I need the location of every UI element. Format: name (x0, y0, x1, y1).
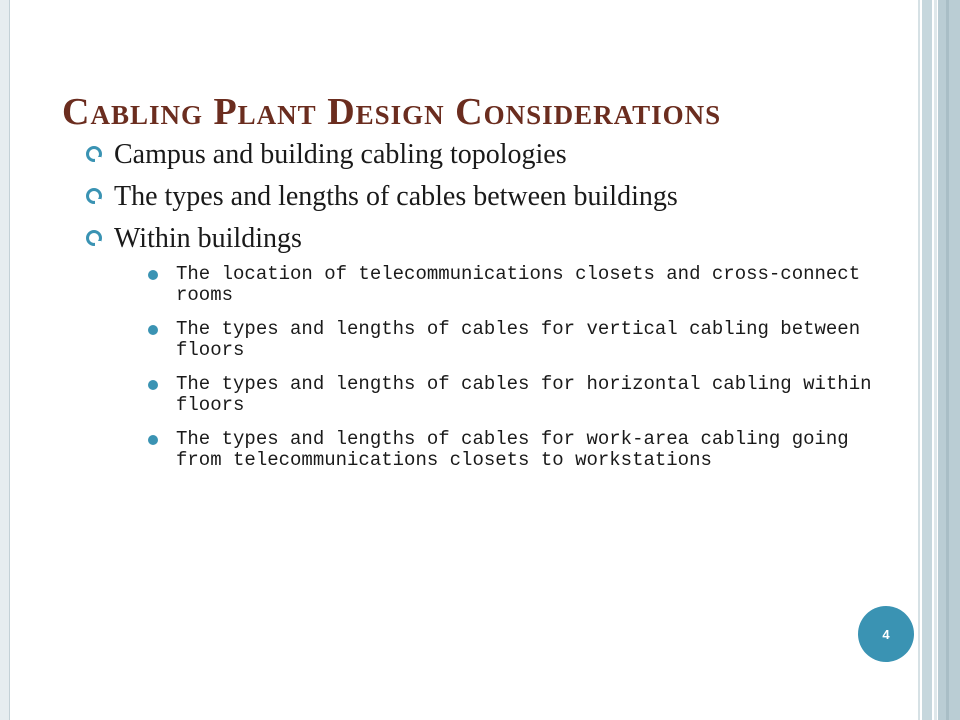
page-number-badge: 4 (858, 606, 914, 662)
dot-bullet-icon (148, 380, 158, 390)
left-border-decoration (0, 0, 10, 720)
ring-bullet-icon (86, 146, 102, 162)
sub-bullet-list (114, 264, 886, 471)
sub-bullet-text: The types and lengths of cables for work-area cabling going from telecommunications closets to workstations (176, 428, 849, 471)
bullet-text: Within buildings (114, 223, 302, 254)
ring-bullet-icon (86, 188, 102, 204)
right-border-stripe (934, 0, 937, 720)
sub-bullet-item (114, 374, 886, 416)
right-border-stripe (918, 0, 920, 720)
sub-bullet-text: The types and lengths of cables for horizontal cabling within floors (176, 373, 872, 416)
bullet-item (86, 181, 886, 212)
bullet-text: Campus and building cabling topologies (114, 139, 567, 170)
bullet-item (86, 223, 886, 471)
ring-bullet-icon (86, 230, 102, 246)
sub-bullet-item (114, 319, 886, 361)
bullet-list (86, 139, 886, 487)
dot-bullet-icon (148, 435, 158, 445)
slide-title: Cabling Plant Design Considerations (62, 91, 722, 133)
bullet-text: The types and lengths of cables between buildings (114, 181, 678, 212)
dot-bullet-icon (148, 270, 158, 280)
right-border-stripe (946, 0, 949, 720)
right-border-stripe (922, 0, 932, 720)
sub-bullet-item (114, 429, 886, 471)
dot-bullet-icon (148, 325, 158, 335)
sub-bullet-text: The location of telecommunications closets and cross-connect rooms (176, 263, 861, 306)
bullet-item (86, 139, 886, 170)
sub-bullet-item (114, 264, 886, 306)
sub-bullet-text: The types and lengths of cables for vertical cabling between floors (176, 318, 861, 361)
right-border-stripe (938, 0, 960, 720)
